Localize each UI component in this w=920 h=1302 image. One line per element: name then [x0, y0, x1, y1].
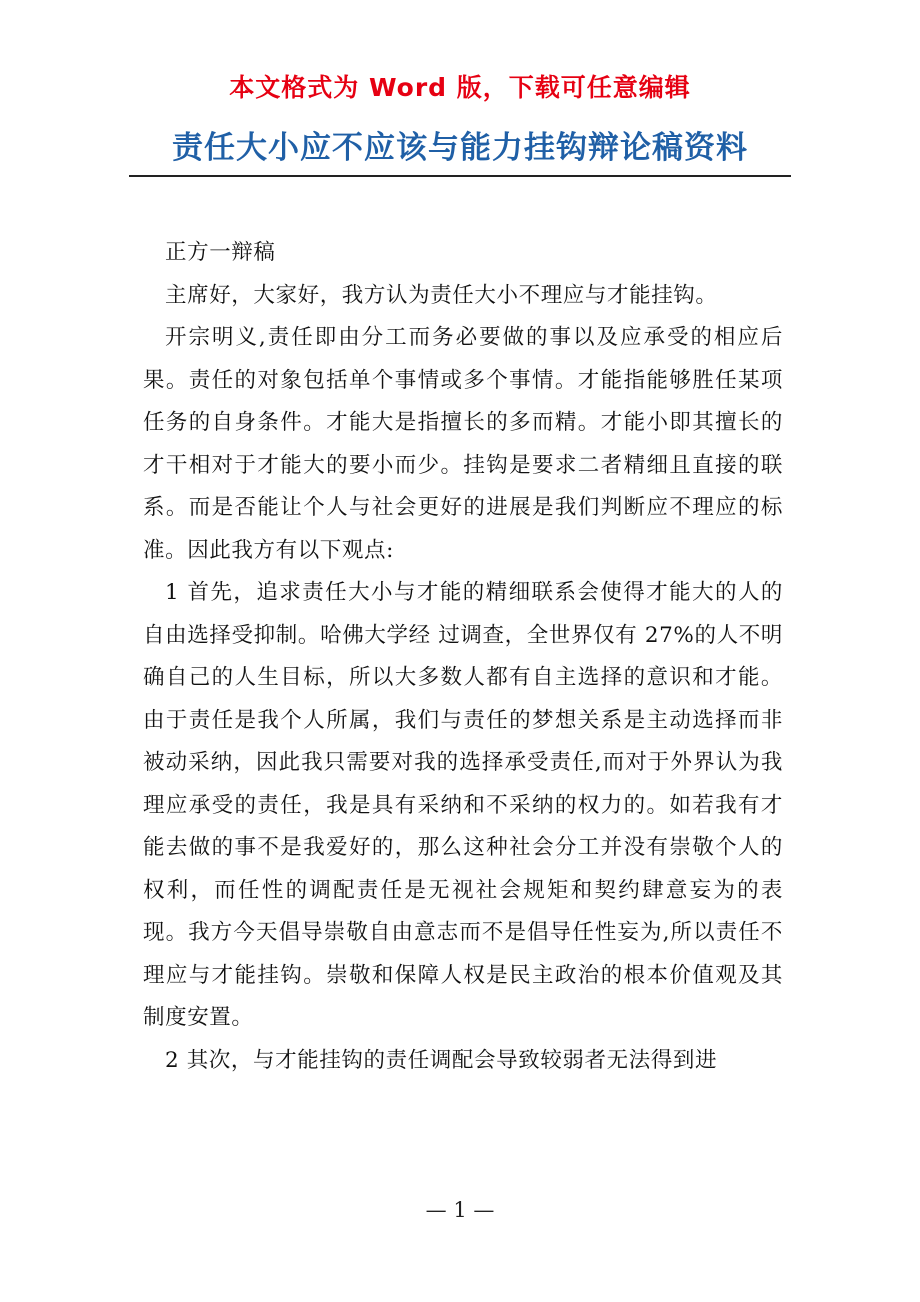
body-paragraph: 主席好，大家好，我方认为责任大小不理应与才能挂钩。 [165, 282, 718, 308]
word-format-notice: 本文格式为 Word 版，下载可任意编辑 [229, 73, 691, 102]
title-divider [129, 175, 791, 177]
document-body [143, 232, 783, 1082]
section-heading: 正方一辩稿 [165, 240, 276, 265]
body-paragraph: 1 首先，追求责任大小与才能的精细联系会使得才能大的人的自由选择受抑制。哈佛大学经 过调查，全世界仅有 27%的人不明确自己的人生目标，所以大多数人都有自主选择的意识和才能。 由于责任是我个人所属，我们与责任的梦想关系是主动选择而非被动采纳，因此我只需要对我的选择承受责任,而对于外界认为我理应承受的责任，我是具有采纳和不采纳的权力的。如若我有才能去做的事不是我爱好的，那么这种社会分工并没有崇敬个人的权利，而任性的调配责任是无视社会规矩和契约肆意妄为的表现。我方今天倡导崇敬自由意志而不是倡导任性妄为,所以责任不理应与才能挂钩。崇敬和保障人权是民主政治的根本价值观及其制度安置。 [143, 580, 783, 1030]
body-paragraph: 2 其次，与才能挂钩的责任调配会导致较弱者无法得到进 [165, 1047, 718, 1073]
page-number: — 1 — [425, 1198, 495, 1222]
body-paragraph: 开宗明义,责任即由分工而务必要做的事以及应承受的相应后果。责任的对象包括单个事情或多个事情。才能指能够胜任某项任务的自身条件。才能大是指擅长的多而精。才能小即其擅长的才干相对于才能大的要小而少。挂钩是要求二者精细且直接的联系。而是否能让个人与社会更好的进展是我们判断应不理应的标准。因此我方有以下观点: [143, 325, 783, 563]
document-title: 责任大小应不应该与能力挂钩辩论稿资料 [172, 130, 748, 166]
